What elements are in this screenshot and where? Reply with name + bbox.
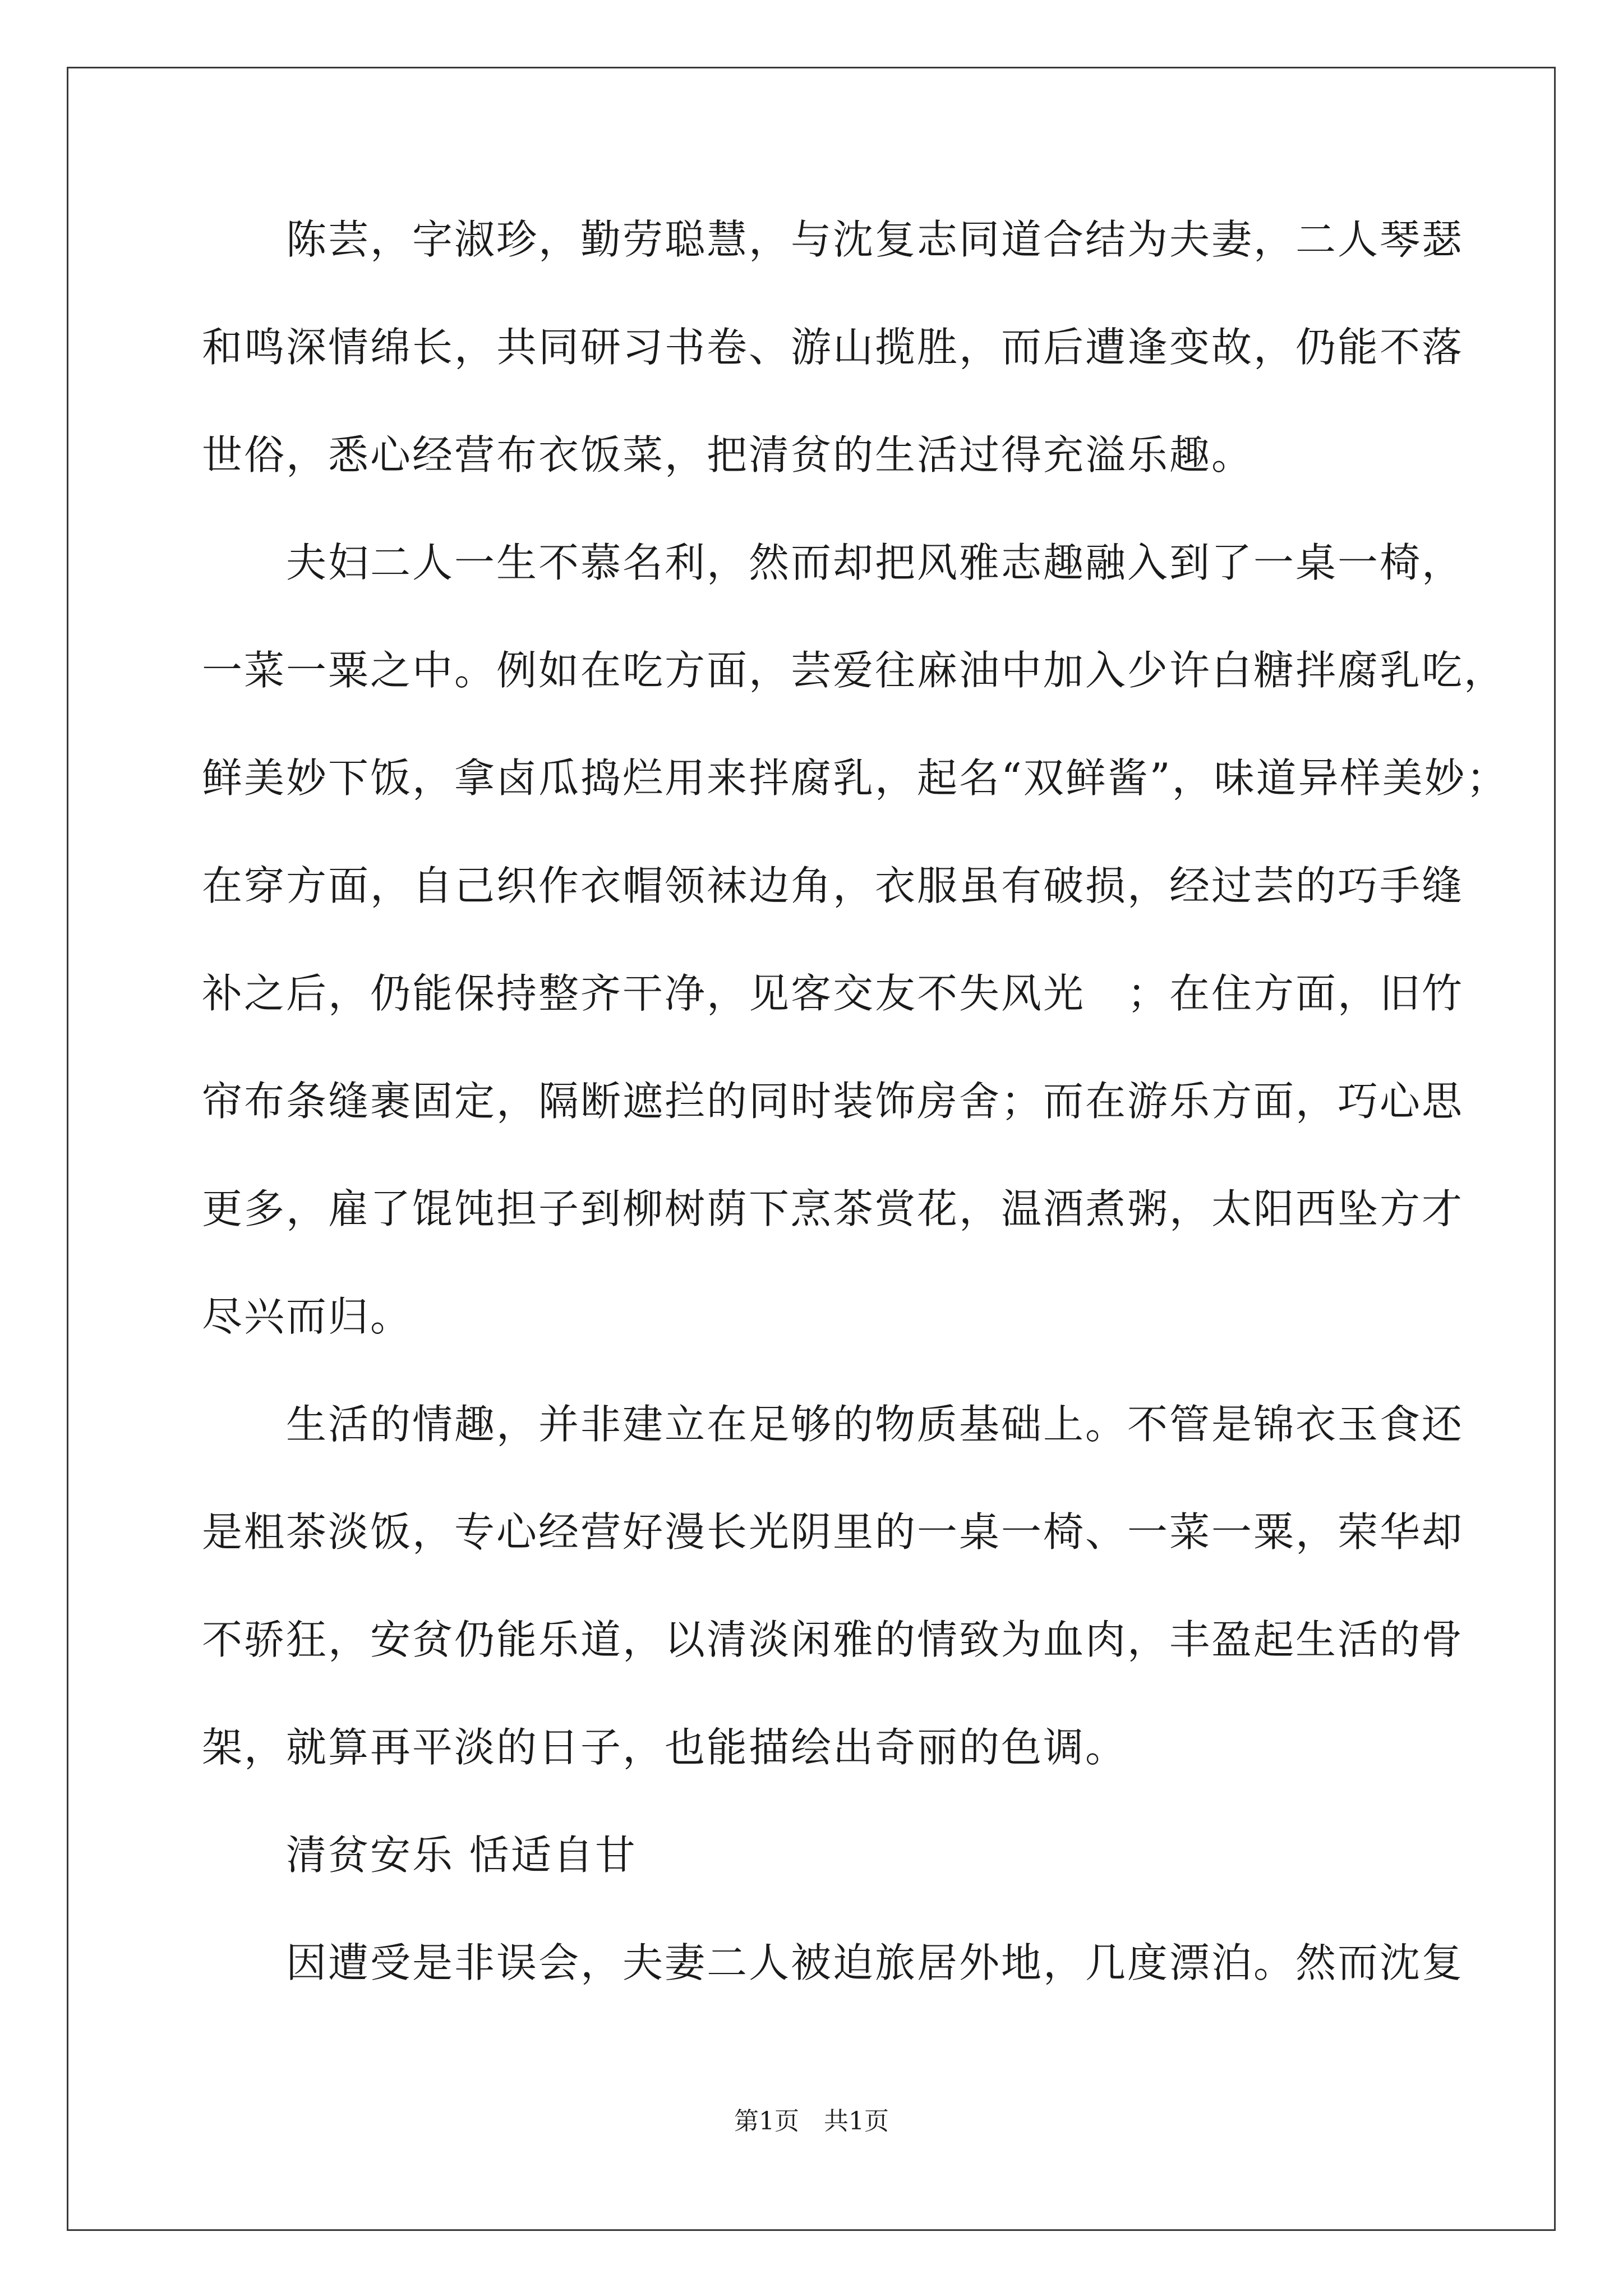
text-line: 鲜美妙下饭，拿卤瓜捣烂用来拌腐乳，起名“双鲜酱”，味道异样美妙； [202,754,1509,802]
text-line: 帘布条缝裹固定，隔断遮拦的同时装饰房舍；而在游乐方面，巧心思 [202,1078,1464,1125]
text-line: 因遭受是非误会，夫妻二人被迫旅居外地，几度漂泊。然而沈复 [202,1939,1464,1986]
section-heading: 清贫安乐 恬适自甘 [202,1832,637,1879]
text-line: 架，就算再平淡的日子，也能描绘出奇丽的色调。 [202,1724,1128,1771]
text-line: 陈芸，字淑珍，勤劳聪慧，与沈复志同道合结为夫妻，二人琴瑟 [202,216,1464,263]
text-line: 在穿方面，自己织作衣帽领袜边角，衣服虽有破损，经过芸的巧手缝 [202,862,1464,909]
text-line: 是粗茶淡饭，专心经营好漫长光阴里的一桌一椅、一菜一粟，荣华却 [202,1508,1464,1556]
page-border [67,67,1556,2231]
text-line: 一菜一粟之中。例如在吃方面，芸爱往麻油中加入少许白糖拌腐乳吃， [202,647,1506,694]
text-line: 世俗，悉心经营布衣饭菜，把清贫的生活过得充溢乐趣。 [202,431,1254,478]
text-line: 生活的情趣，并非建立在足够的物质基础上。不管是锦衣玉食还 [202,1401,1464,1448]
text-line: 和鸣深情绵长，共同研习书卷、游山揽胜，而后遭逢变故，仍能不落 [202,324,1464,371]
text-line: 补之后，仍能保持整齐干净，见客交友不失风光 ；在住方面，旧竹 [202,970,1464,1017]
page-footer: 第1页 共1页 [734,2107,889,2136]
text-line: 夫妇二人一生不慕名利，然而却把风雅志趣融入到了一桌一椅， [202,539,1464,586]
text-line: 更多，雇了馄饨担子到柳树荫下烹茶赏花，温酒煮粥，太阳西坠方才 [202,1185,1464,1232]
text-line: 尽兴而归。 [202,1293,413,1340]
text-line: 不骄狂，安贫仍能乐道，以清淡闲雅的情致为血肉，丰盈起生活的骨 [202,1616,1464,1663]
